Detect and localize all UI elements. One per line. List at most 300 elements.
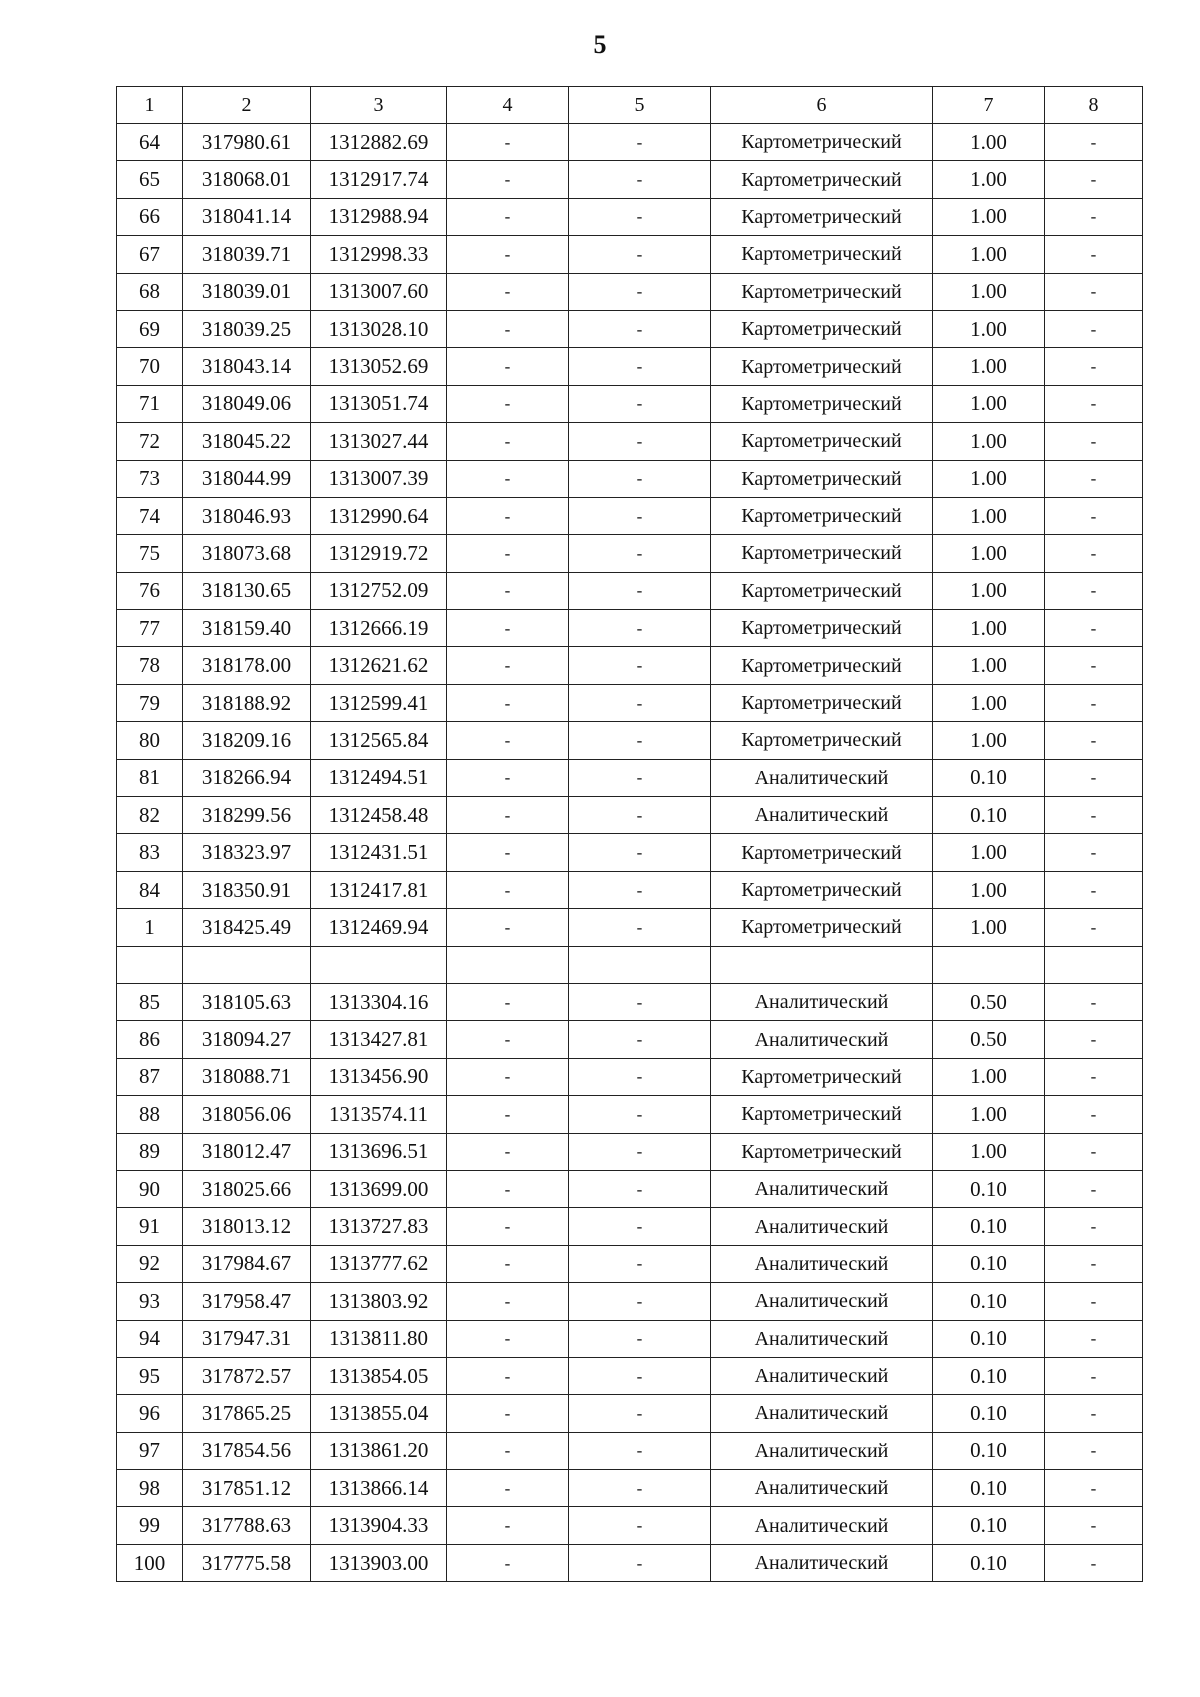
y-coordinate-cell: 1313427.81 xyxy=(311,1021,447,1058)
accuracy-cell: 0.10 xyxy=(933,1170,1045,1207)
method-cell: Аналитический xyxy=(711,983,933,1020)
column-8-cell: - xyxy=(1045,797,1143,834)
column-8-cell: - xyxy=(1045,385,1143,422)
accuracy-cell: 0.10 xyxy=(933,1320,1045,1357)
y-coordinate-cell: 1313866.14 xyxy=(311,1470,447,1507)
column-8-cell: - xyxy=(1045,983,1143,1020)
column-header: 1 xyxy=(117,87,183,124)
y-coordinate-cell: 1312565.84 xyxy=(311,722,447,759)
point-number-cell: 84 xyxy=(117,871,183,908)
column-5-cell: - xyxy=(569,909,711,946)
column-8-cell xyxy=(1045,946,1143,983)
column-8-cell: - xyxy=(1045,647,1143,684)
table-row xyxy=(117,759,1143,796)
table-row xyxy=(117,236,1143,273)
column-5-cell: - xyxy=(569,1320,711,1357)
method-cell: Картометрический xyxy=(711,124,933,161)
column-4-cell: - xyxy=(447,1021,569,1058)
column-4-cell: - xyxy=(447,722,569,759)
y-coordinate-cell: 1313574.11 xyxy=(311,1096,447,1133)
method-cell: Картометрический xyxy=(711,909,933,946)
x-coordinate-cell: 318094.27 xyxy=(183,1021,311,1058)
column-4-cell: - xyxy=(447,1283,569,1320)
table-row xyxy=(117,1357,1143,1394)
method-cell: Картометрический xyxy=(711,385,933,422)
column-5-cell: - xyxy=(569,348,711,385)
x-coordinate-cell: 318025.66 xyxy=(183,1170,311,1207)
y-coordinate-cell: 1312666.19 xyxy=(311,610,447,647)
y-coordinate-cell: 1313904.33 xyxy=(311,1507,447,1544)
x-coordinate-cell: 318323.97 xyxy=(183,834,311,871)
x-coordinate-cell: 318266.94 xyxy=(183,759,311,796)
table-row xyxy=(117,1395,1143,1432)
column-4-cell: - xyxy=(447,198,569,235)
column-8-cell: - xyxy=(1045,1021,1143,1058)
point-number-cell: 94 xyxy=(117,1320,183,1357)
x-coordinate-cell: 318425.49 xyxy=(183,909,311,946)
point-number-cell: 1 xyxy=(117,909,183,946)
column-8-cell: - xyxy=(1045,1432,1143,1469)
column-4-cell: - xyxy=(447,236,569,273)
y-coordinate-cell: 1312752.09 xyxy=(311,572,447,609)
y-coordinate-cell: 1313027.44 xyxy=(311,423,447,460)
method-cell: Картометрический xyxy=(711,572,933,609)
point-number-cell: 99 xyxy=(117,1507,183,1544)
column-5-cell: - xyxy=(569,423,711,460)
table-row xyxy=(117,1283,1143,1320)
column-8-cell: - xyxy=(1045,1470,1143,1507)
point-number-cell: 98 xyxy=(117,1470,183,1507)
point-number-cell: 67 xyxy=(117,236,183,273)
column-8-cell: - xyxy=(1045,572,1143,609)
column-5-cell: - xyxy=(569,1170,711,1207)
x-coordinate-cell: 318012.47 xyxy=(183,1133,311,1170)
accuracy-cell: 1.00 xyxy=(933,722,1045,759)
y-coordinate-cell xyxy=(311,946,447,983)
column-5-cell: - xyxy=(569,385,711,422)
method-cell: Картометрический xyxy=(711,684,933,721)
accuracy-cell: 1.00 xyxy=(933,535,1045,572)
column-header: 7 xyxy=(933,87,1045,124)
table-row xyxy=(117,647,1143,684)
accuracy-cell: 1.00 xyxy=(933,198,1045,235)
column-8-cell: - xyxy=(1045,423,1143,460)
column-5-cell: - xyxy=(569,722,711,759)
column-4-cell: - xyxy=(447,423,569,460)
table-row xyxy=(117,273,1143,310)
column-4-cell: - xyxy=(447,647,569,684)
table-row xyxy=(117,871,1143,908)
column-4-cell: - xyxy=(447,273,569,310)
x-coordinate-cell: 318299.56 xyxy=(183,797,311,834)
point-number-cell: 68 xyxy=(117,273,183,310)
accuracy-cell: 0.10 xyxy=(933,1395,1045,1432)
point-number-cell: 97 xyxy=(117,1432,183,1469)
table-row xyxy=(117,1208,1143,1245)
column-5-cell: - xyxy=(569,1208,711,1245)
x-coordinate-cell: 318088.71 xyxy=(183,1058,311,1095)
table-row xyxy=(117,684,1143,721)
accuracy-cell: 0.10 xyxy=(933,1283,1045,1320)
y-coordinate-cell: 1313051.74 xyxy=(311,385,447,422)
point-number-cell: 81 xyxy=(117,759,183,796)
x-coordinate-cell: 318178.00 xyxy=(183,647,311,684)
y-coordinate-cell: 1312998.33 xyxy=(311,236,447,273)
x-coordinate-cell: 318073.68 xyxy=(183,535,311,572)
accuracy-cell xyxy=(933,946,1045,983)
column-5-cell: - xyxy=(569,871,711,908)
table-row xyxy=(117,1320,1143,1357)
y-coordinate-cell: 1312882.69 xyxy=(311,124,447,161)
y-coordinate-cell: 1313803.92 xyxy=(311,1283,447,1320)
column-5-cell: - xyxy=(569,1432,711,1469)
x-coordinate-cell: 317775.58 xyxy=(183,1544,311,1581)
point-number-cell: 87 xyxy=(117,1058,183,1095)
point-number-cell: 76 xyxy=(117,572,183,609)
point-number-cell: 91 xyxy=(117,1208,183,1245)
column-8-cell: - xyxy=(1045,1245,1143,1282)
x-coordinate-cell: 317958.47 xyxy=(183,1283,311,1320)
method-cell: Аналитический xyxy=(711,1470,933,1507)
accuracy-cell: 1.00 xyxy=(933,1058,1045,1095)
y-coordinate-cell: 1312494.51 xyxy=(311,759,447,796)
column-4-cell: - xyxy=(447,797,569,834)
x-coordinate-cell: 318039.25 xyxy=(183,310,311,347)
table-row xyxy=(117,1470,1143,1507)
column-8-cell: - xyxy=(1045,610,1143,647)
table-row xyxy=(117,348,1143,385)
column-header: 3 xyxy=(311,87,447,124)
method-cell: Аналитический xyxy=(711,1245,933,1282)
accuracy-cell: 0.10 xyxy=(933,1245,1045,1282)
point-number-cell: 88 xyxy=(117,1096,183,1133)
table-row xyxy=(117,946,1143,983)
accuracy-cell: 0.10 xyxy=(933,1544,1045,1581)
column-8-cell: - xyxy=(1045,871,1143,908)
x-coordinate-cell: 317872.57 xyxy=(183,1357,311,1394)
x-coordinate-cell: 317788.63 xyxy=(183,1507,311,1544)
table-row xyxy=(117,572,1143,609)
point-number-cell: 90 xyxy=(117,1170,183,1207)
y-coordinate-cell: 1313696.51 xyxy=(311,1133,447,1170)
method-cell: Аналитический xyxy=(711,759,933,796)
accuracy-cell: 1.00 xyxy=(933,385,1045,422)
column-5-cell: - xyxy=(569,1507,711,1544)
column-5-cell: - xyxy=(569,1245,711,1282)
table-row xyxy=(117,1544,1143,1581)
column-4-cell: - xyxy=(447,348,569,385)
method-cell: Аналитический xyxy=(711,1283,933,1320)
point-number-cell: 85 xyxy=(117,983,183,1020)
table-row xyxy=(117,1096,1143,1133)
accuracy-cell: 1.00 xyxy=(933,460,1045,497)
column-4-cell: - xyxy=(447,983,569,1020)
column-4-cell: - xyxy=(447,834,569,871)
y-coordinate-cell: 1313052.69 xyxy=(311,348,447,385)
x-coordinate-cell: 318188.92 xyxy=(183,684,311,721)
method-cell: Картометрический xyxy=(711,310,933,347)
method-cell: Аналитический xyxy=(711,1432,933,1469)
column-4-cell: - xyxy=(447,1432,569,1469)
point-number-cell: 80 xyxy=(117,722,183,759)
y-coordinate-cell: 1313456.90 xyxy=(311,1058,447,1095)
column-5-cell: - xyxy=(569,497,711,534)
y-coordinate-cell: 1313811.80 xyxy=(311,1320,447,1357)
accuracy-cell: 0.10 xyxy=(933,797,1045,834)
method-cell: Аналитический xyxy=(711,1320,933,1357)
point-number-cell: 95 xyxy=(117,1357,183,1394)
method-cell: Картометрический xyxy=(711,198,933,235)
table-row xyxy=(117,161,1143,198)
column-4-cell: - xyxy=(447,572,569,609)
point-number-cell: 65 xyxy=(117,161,183,198)
table-row xyxy=(117,834,1143,871)
column-8-cell: - xyxy=(1045,1507,1143,1544)
method-cell: Картометрический xyxy=(711,1096,933,1133)
y-coordinate-cell: 1313903.00 xyxy=(311,1544,447,1581)
x-coordinate-cell: 318130.65 xyxy=(183,572,311,609)
column-5-cell: - xyxy=(569,161,711,198)
column-4-cell: - xyxy=(447,1058,569,1095)
column-8-cell: - xyxy=(1045,273,1143,310)
method-cell xyxy=(711,946,933,983)
y-coordinate-cell: 1313028.10 xyxy=(311,310,447,347)
column-4-cell xyxy=(447,946,569,983)
method-cell: Аналитический xyxy=(711,1208,933,1245)
table-row xyxy=(117,1507,1143,1544)
x-coordinate-cell: 318159.40 xyxy=(183,610,311,647)
method-cell: Картометрический xyxy=(711,273,933,310)
method-cell: Аналитический xyxy=(711,1395,933,1432)
accuracy-cell: 1.00 xyxy=(933,647,1045,684)
column-5-cell: - xyxy=(569,1021,711,1058)
column-8-cell: - xyxy=(1045,722,1143,759)
point-number-cell: 100 xyxy=(117,1544,183,1581)
y-coordinate-cell: 1312919.72 xyxy=(311,535,447,572)
table-row xyxy=(117,460,1143,497)
point-number-cell: 72 xyxy=(117,423,183,460)
x-coordinate-cell: 318045.22 xyxy=(183,423,311,460)
column-5-cell: - xyxy=(569,610,711,647)
y-coordinate-cell: 1313007.39 xyxy=(311,460,447,497)
y-coordinate-cell: 1312417.81 xyxy=(311,871,447,908)
column-4-cell: - xyxy=(447,1133,569,1170)
method-cell: Картометрический xyxy=(711,647,933,684)
point-number-cell: 71 xyxy=(117,385,183,422)
column-4-cell: - xyxy=(447,1245,569,1282)
column-8-cell: - xyxy=(1045,161,1143,198)
column-8-cell: - xyxy=(1045,1170,1143,1207)
accuracy-cell: 1.00 xyxy=(933,124,1045,161)
column-8-cell: - xyxy=(1045,1544,1143,1581)
column-4-cell: - xyxy=(447,1170,569,1207)
column-8-cell: - xyxy=(1045,310,1143,347)
x-coordinate-cell: 318041.14 xyxy=(183,198,311,235)
method-cell: Аналитический xyxy=(711,1021,933,1058)
accuracy-cell: 0.50 xyxy=(933,983,1045,1020)
column-8-cell: - xyxy=(1045,1058,1143,1095)
y-coordinate-cell: 1313007.60 xyxy=(311,273,447,310)
point-number-cell: 73 xyxy=(117,460,183,497)
accuracy-cell: 0.10 xyxy=(933,1470,1045,1507)
table-row xyxy=(117,722,1143,759)
method-cell: Картометрический xyxy=(711,423,933,460)
accuracy-cell: 0.10 xyxy=(933,1432,1045,1469)
accuracy-cell: 1.00 xyxy=(933,1096,1045,1133)
column-4-cell: - xyxy=(447,535,569,572)
point-number-cell: 89 xyxy=(117,1133,183,1170)
accuracy-cell: 0.10 xyxy=(933,1208,1045,1245)
method-cell: Картометрический xyxy=(711,460,933,497)
table-row xyxy=(117,797,1143,834)
column-4-cell: - xyxy=(447,1507,569,1544)
column-8-cell: - xyxy=(1045,1096,1143,1133)
method-cell: Картометрический xyxy=(711,1133,933,1170)
x-coordinate-cell: 318350.91 xyxy=(183,871,311,908)
y-coordinate-cell: 1312431.51 xyxy=(311,834,447,871)
column-5-cell: - xyxy=(569,273,711,310)
y-coordinate-cell: 1312469.94 xyxy=(311,909,447,946)
table-row xyxy=(117,1058,1143,1095)
x-coordinate-cell: 317980.61 xyxy=(183,124,311,161)
point-number-cell: 86 xyxy=(117,1021,183,1058)
column-8-cell: - xyxy=(1045,759,1143,796)
column-5-cell: - xyxy=(569,834,711,871)
y-coordinate-cell: 1312988.94 xyxy=(311,198,447,235)
accuracy-cell: 1.00 xyxy=(933,909,1045,946)
table-row xyxy=(117,423,1143,460)
column-4-cell: - xyxy=(447,1208,569,1245)
table-body xyxy=(117,87,1143,1582)
column-4-cell: - xyxy=(447,310,569,347)
accuracy-cell: 0.10 xyxy=(933,1357,1045,1394)
x-coordinate-cell: 318105.63 xyxy=(183,983,311,1020)
column-4-cell: - xyxy=(447,1320,569,1357)
x-coordinate-cell: 318068.01 xyxy=(183,161,311,198)
column-header: 5 xyxy=(569,87,711,124)
x-coordinate-cell: 318049.06 xyxy=(183,385,311,422)
column-header: 2 xyxy=(183,87,311,124)
column-5-cell: - xyxy=(569,572,711,609)
column-4-cell: - xyxy=(447,1470,569,1507)
x-coordinate-cell: 318046.93 xyxy=(183,497,311,534)
point-number-cell: 64 xyxy=(117,124,183,161)
page-number: 5 xyxy=(593,30,607,59)
accuracy-cell: 0.10 xyxy=(933,1507,1045,1544)
column-5-cell: - xyxy=(569,460,711,497)
method-cell: Картометрический xyxy=(711,236,933,273)
column-header: 4 xyxy=(447,87,569,124)
column-5-cell: - xyxy=(569,759,711,796)
accuracy-cell: 1.00 xyxy=(933,310,1045,347)
point-number-cell: 75 xyxy=(117,535,183,572)
column-5-cell: - xyxy=(569,647,711,684)
column-8-cell: - xyxy=(1045,1395,1143,1432)
column-4-cell: - xyxy=(447,1544,569,1581)
column-8-cell: - xyxy=(1045,834,1143,871)
x-coordinate-cell: 318209.16 xyxy=(183,722,311,759)
accuracy-cell: 1.00 xyxy=(933,871,1045,908)
column-4-cell: - xyxy=(447,1395,569,1432)
column-4-cell: - xyxy=(447,385,569,422)
method-cell: Аналитический xyxy=(711,1170,933,1207)
table-row xyxy=(117,198,1143,235)
y-coordinate-cell: 1313855.04 xyxy=(311,1395,447,1432)
x-coordinate-cell: 318039.01 xyxy=(183,273,311,310)
y-coordinate-cell: 1312599.41 xyxy=(311,684,447,721)
column-8-cell: - xyxy=(1045,684,1143,721)
table-row xyxy=(117,385,1143,422)
x-coordinate-cell: 317984.67 xyxy=(183,1245,311,1282)
table-row xyxy=(117,1245,1143,1282)
column-5-cell: - xyxy=(569,1283,711,1320)
point-number-cell: 96 xyxy=(117,1395,183,1432)
column-8-cell: - xyxy=(1045,460,1143,497)
column-5-cell: - xyxy=(569,1096,711,1133)
column-4-cell: - xyxy=(447,1096,569,1133)
x-coordinate-cell: 318013.12 xyxy=(183,1208,311,1245)
y-coordinate-cell: 1313777.62 xyxy=(311,1245,447,1282)
column-header: 6 xyxy=(711,87,933,124)
point-number-cell: 92 xyxy=(117,1245,183,1282)
column-5-cell: - xyxy=(569,1357,711,1394)
coordinates-table xyxy=(116,86,1143,1582)
table-row xyxy=(117,1432,1143,1469)
table-row xyxy=(117,1133,1143,1170)
x-coordinate-cell: 317851.12 xyxy=(183,1470,311,1507)
point-number-cell: 82 xyxy=(117,797,183,834)
y-coordinate-cell: 1312621.62 xyxy=(311,647,447,684)
accuracy-cell: 1.00 xyxy=(933,610,1045,647)
column-5-cell: - xyxy=(569,198,711,235)
column-4-cell: - xyxy=(447,161,569,198)
table-row xyxy=(117,909,1143,946)
column-5-cell: - xyxy=(569,535,711,572)
method-cell: Картометрический xyxy=(711,348,933,385)
y-coordinate-cell: 1313861.20 xyxy=(311,1432,447,1469)
accuracy-cell: 1.00 xyxy=(933,572,1045,609)
column-header: 8 xyxy=(1045,87,1143,124)
table-row xyxy=(117,610,1143,647)
column-5-cell xyxy=(569,946,711,983)
column-5-cell: - xyxy=(569,124,711,161)
table-row xyxy=(117,310,1143,347)
point-number-cell: 69 xyxy=(117,310,183,347)
table-row xyxy=(117,535,1143,572)
accuracy-cell: 1.00 xyxy=(933,348,1045,385)
column-8-cell: - xyxy=(1045,497,1143,534)
point-number-cell: 70 xyxy=(117,348,183,385)
column-5-cell: - xyxy=(569,1470,711,1507)
point-number-cell: 74 xyxy=(117,497,183,534)
method-cell: Картометрический xyxy=(711,871,933,908)
accuracy-cell: 1.00 xyxy=(933,273,1045,310)
point-number-cell: 83 xyxy=(117,834,183,871)
column-5-cell: - xyxy=(569,236,711,273)
accuracy-cell: 0.50 xyxy=(933,1021,1045,1058)
method-cell: Аналитический xyxy=(711,1357,933,1394)
column-4-cell: - xyxy=(447,871,569,908)
method-cell: Аналитический xyxy=(711,1544,933,1581)
method-cell: Аналитический xyxy=(711,797,933,834)
column-8-cell: - xyxy=(1045,1357,1143,1394)
column-8-cell: - xyxy=(1045,348,1143,385)
y-coordinate-cell: 1313727.83 xyxy=(311,1208,447,1245)
accuracy-cell: 0.10 xyxy=(933,759,1045,796)
column-8-cell: - xyxy=(1045,1133,1143,1170)
accuracy-cell: 1.00 xyxy=(933,423,1045,460)
column-5-cell: - xyxy=(569,1133,711,1170)
